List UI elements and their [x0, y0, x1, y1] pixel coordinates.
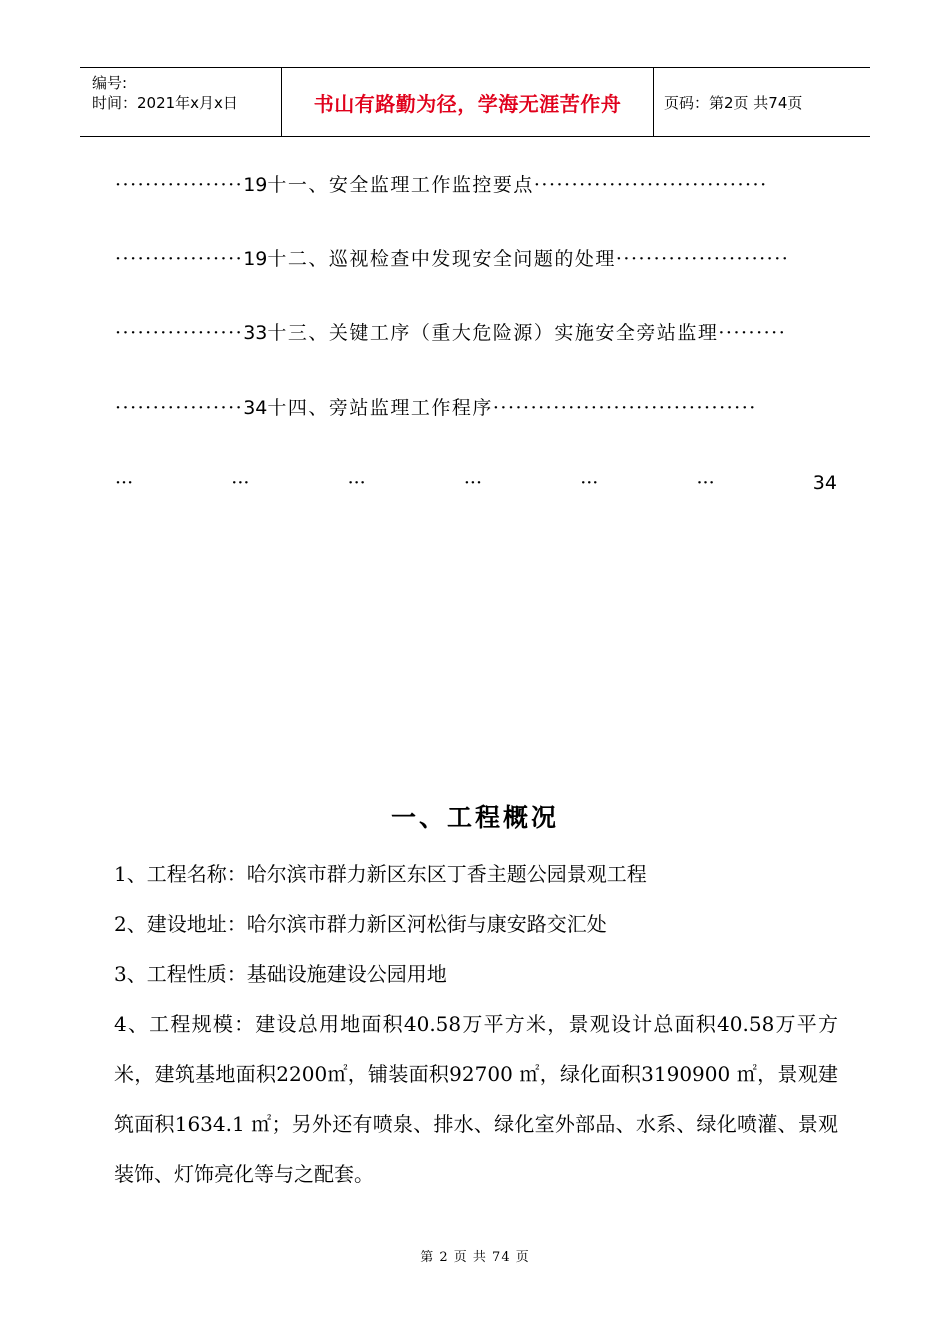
toc-leader: ·················	[115, 248, 244, 270]
toc-leader: ·······················	[615, 248, 790, 270]
toc-title: 十一、安全监理工作监控要点	[267, 174, 534, 196]
toc-leader: ·······························	[533, 174, 768, 196]
document-time-label: 时间：2021年x月x日	[92, 94, 238, 112]
toc-page-number: 34	[243, 397, 268, 419]
toc-title: 十四、旁站监理工作程序	[267, 397, 493, 419]
toc-tail-dots: ···	[463, 472, 483, 494]
page-footer: 第 2 页 共 74 页	[420, 1250, 530, 1265]
paragraph-text: 2、建设地址：哈尔滨市群力新区河松街与康安路交汇处	[114, 912, 607, 936]
paragraph-text: 3、工程性质：基础设施建设公园用地	[114, 962, 447, 986]
project-address-paragraph	[114, 899, 838, 949]
toc-page-number: 19	[243, 174, 268, 196]
project-name-paragraph	[114, 849, 838, 899]
header-meta-cell	[80, 68, 282, 136]
toc-leader: ·················	[115, 322, 244, 344]
paragraph-text: 4、工程规模：建设总用地面积40.58万平方米，景观设计总面积40.58万平方米，建筑基地面积2200㎡，铺装面积92700 ㎡，绿化面积3190900 ㎡，景观建筑面积1634.1 ㎡；另外还有喷泉、排水、绿化室外部品、水系、绿化喷灌、景观装饰、灯饰亮化等与之配套。	[114, 1012, 838, 1186]
toc-tail-dots: ···	[115, 472, 134, 494]
toc-title: 十二、巡视检查中发现安全问题的处理	[267, 248, 616, 270]
document-header	[80, 67, 870, 137]
header-page-cell	[654, 68, 870, 136]
toc-tail-row	[115, 468, 837, 498]
toc-entry	[115, 244, 837, 274]
toc-entry	[115, 170, 837, 200]
toc-tail-page-number: 34	[812, 472, 837, 494]
toc-leader: ·················	[115, 397, 244, 419]
header-motto-cell	[282, 68, 654, 136]
toc-entry	[115, 393, 837, 423]
project-scale-paragraph	[114, 999, 838, 1199]
project-nature-paragraph	[114, 949, 838, 999]
toc-page-number: 33	[243, 322, 268, 344]
header-page-label: 页码：第2页 共74页	[664, 93, 803, 112]
toc-tail-dots: ···	[580, 472, 599, 494]
toc-entry	[115, 318, 837, 348]
header-motto: 书山有路勤为径，学海无涯苦作舟	[313, 91, 622, 116]
toc-tail-dots: ···	[696, 472, 715, 494]
section-heading: 一、工程概况	[390, 803, 559, 832]
toc-title: 十三、关键工序（重大危险源）实施安全旁站监理	[267, 322, 719, 344]
toc-tail-dots: ···	[347, 472, 366, 494]
toc-leader: ·········	[718, 322, 787, 344]
paragraph-text: 1、工程名称：哈尔滨市群力新区东区丁香主题公园景观工程	[114, 862, 647, 886]
document-number-label: 编号:	[92, 74, 128, 92]
toc-leader: ·················	[115, 174, 244, 196]
toc-page-number: 19	[243, 248, 268, 270]
toc-tail-dots: ···	[231, 472, 250, 494]
toc-leader: ···································	[492, 397, 757, 419]
